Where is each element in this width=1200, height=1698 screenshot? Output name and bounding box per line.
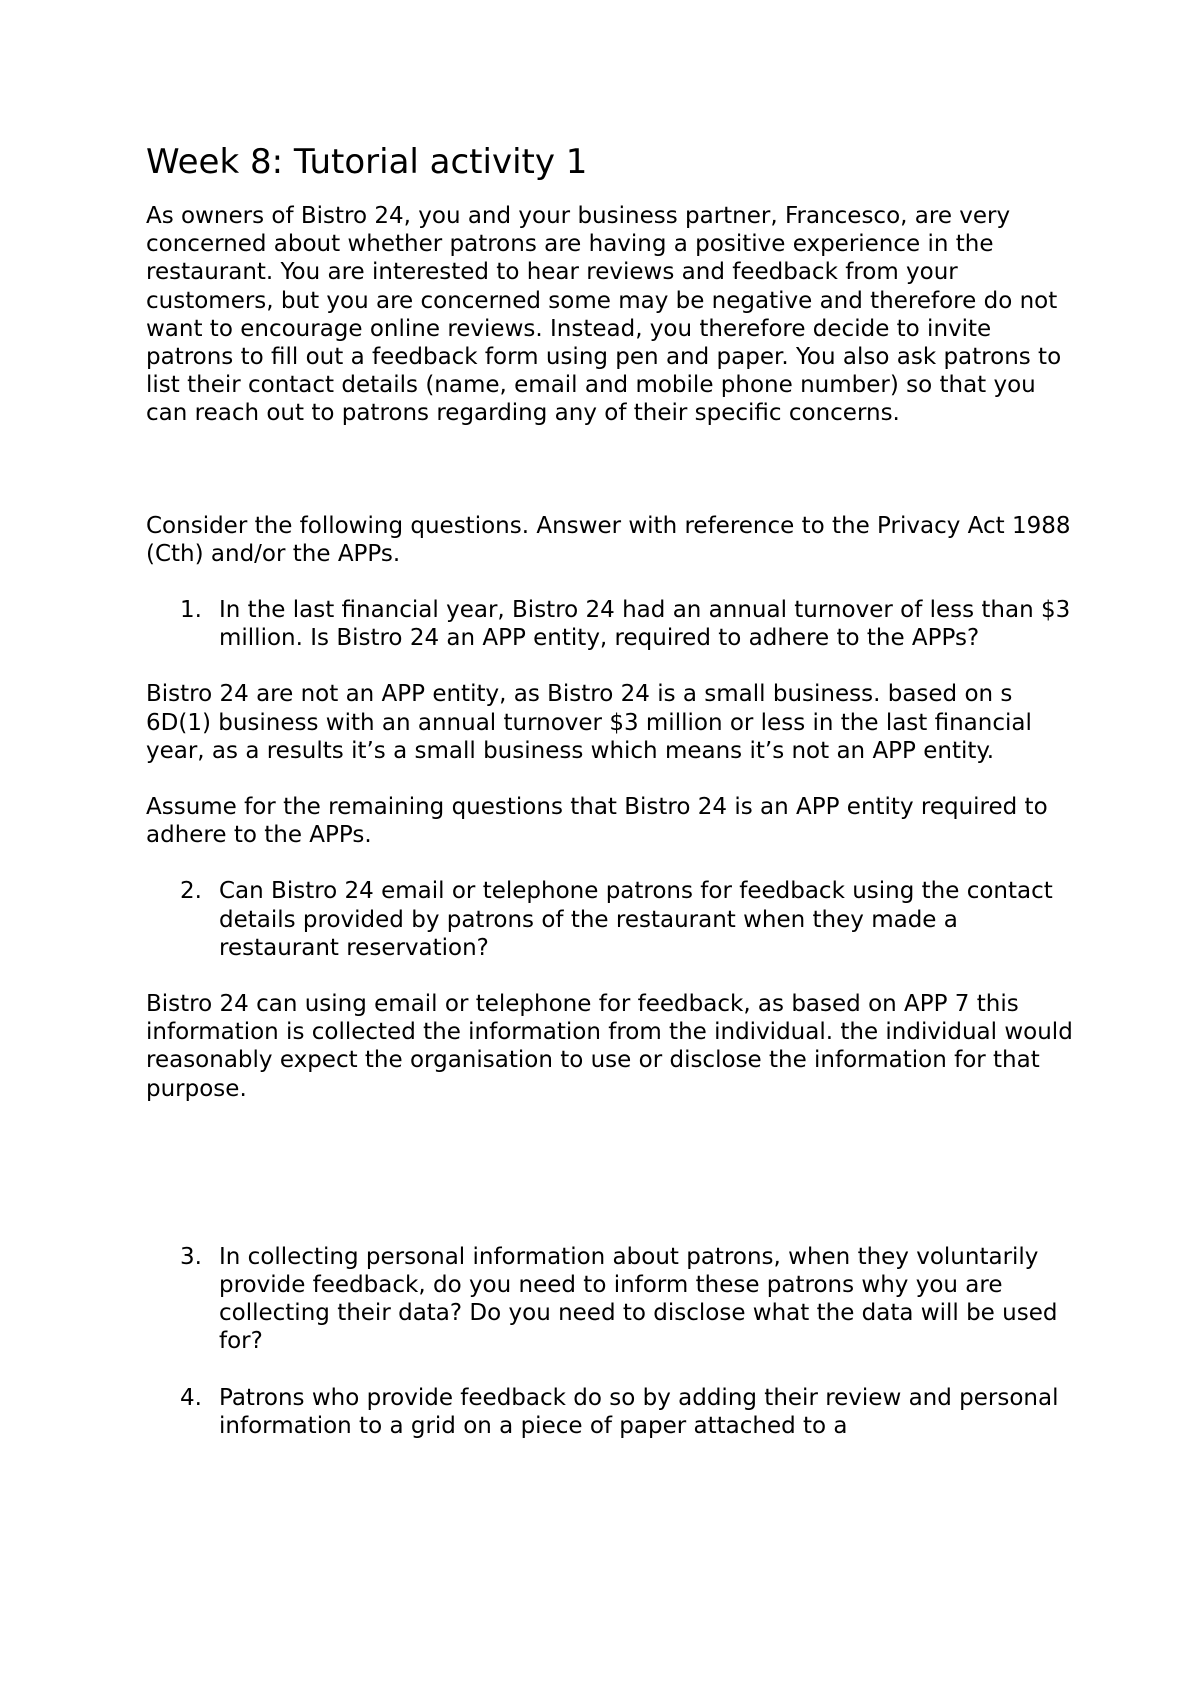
instructions-paragraph: Consider the following questions. Answer with reference to the Privacy Act 1988 (Cth) and/or the APPs. xyxy=(146,512,1071,567)
question-3 xyxy=(146,1243,1076,1356)
question-text: In the last financial year, Bistro 24 had an annual turnover of less than $3 million. Is Bistro 24 an APP entity, required to adhere to the APPs? xyxy=(219,597,1071,652)
intro-paragraph: As owners of Bistro 24, you and your business partner, Francesco, are very concerned about whether patrons are having a positive experience in the restaurant. You are interested to hear reviews and feedback from your customers, but you are concerned some may be negative and therefore do not want to encourage online reviews. Instead, you therefore decide to invite patrons to fill out a feedback form using pen and paper. You also ask patrons to list their contact details (name, email and mobile phone number) so that you can reach out to patrons regarding any of their specific concerns. xyxy=(146,203,1062,427)
assumption-paragraph: Assume for the remaining questions that Bistro 24 is an APP entity required to adhere to the APPs. xyxy=(146,794,1048,849)
answer-2: Bistro 24 can using email or telephone for feedback, as based on APP 7 this information is collected the information from the individual. the individual would reasonably expect the organisation to use or disclose the information for that purpose. xyxy=(146,991,1073,1102)
question-text: Patrons who provide feedback do so by adding their review and personal information to a grid on a piece of paper attached to a xyxy=(219,1384,1059,1439)
question-number: 1. xyxy=(180,597,202,624)
answer-1: Bistro 24 are not an APP entity, as Bistro 24 is a small business. based on s 6D(1) business with an annual turnover $3 million or less in the last financial year, as a results it’s a small business which means it’s not an APP entity. xyxy=(146,681,1032,764)
question-number: 2. xyxy=(180,878,202,905)
question-1 xyxy=(146,596,1076,652)
question-text: In collecting personal information about patrons, when they voluntarily provide feedback, do you need to inform these patrons why you are collecting their data? Do you need to disclose what the data will be used for? xyxy=(219,1243,1058,1355)
question-number: 3. xyxy=(180,1243,202,1270)
question-number: 4. xyxy=(180,1384,202,1411)
document-page xyxy=(146,142,1076,1440)
question-4 xyxy=(146,1384,1076,1440)
question-text: Can Bistro 24 email or telephone patrons for feedback using the contact details provided by patrons of the restaurant when they made a restaurant reservation? xyxy=(219,878,1053,961)
question-2 xyxy=(146,877,1076,962)
page-title: Week 8: Tutorial activity 1 xyxy=(146,142,588,182)
